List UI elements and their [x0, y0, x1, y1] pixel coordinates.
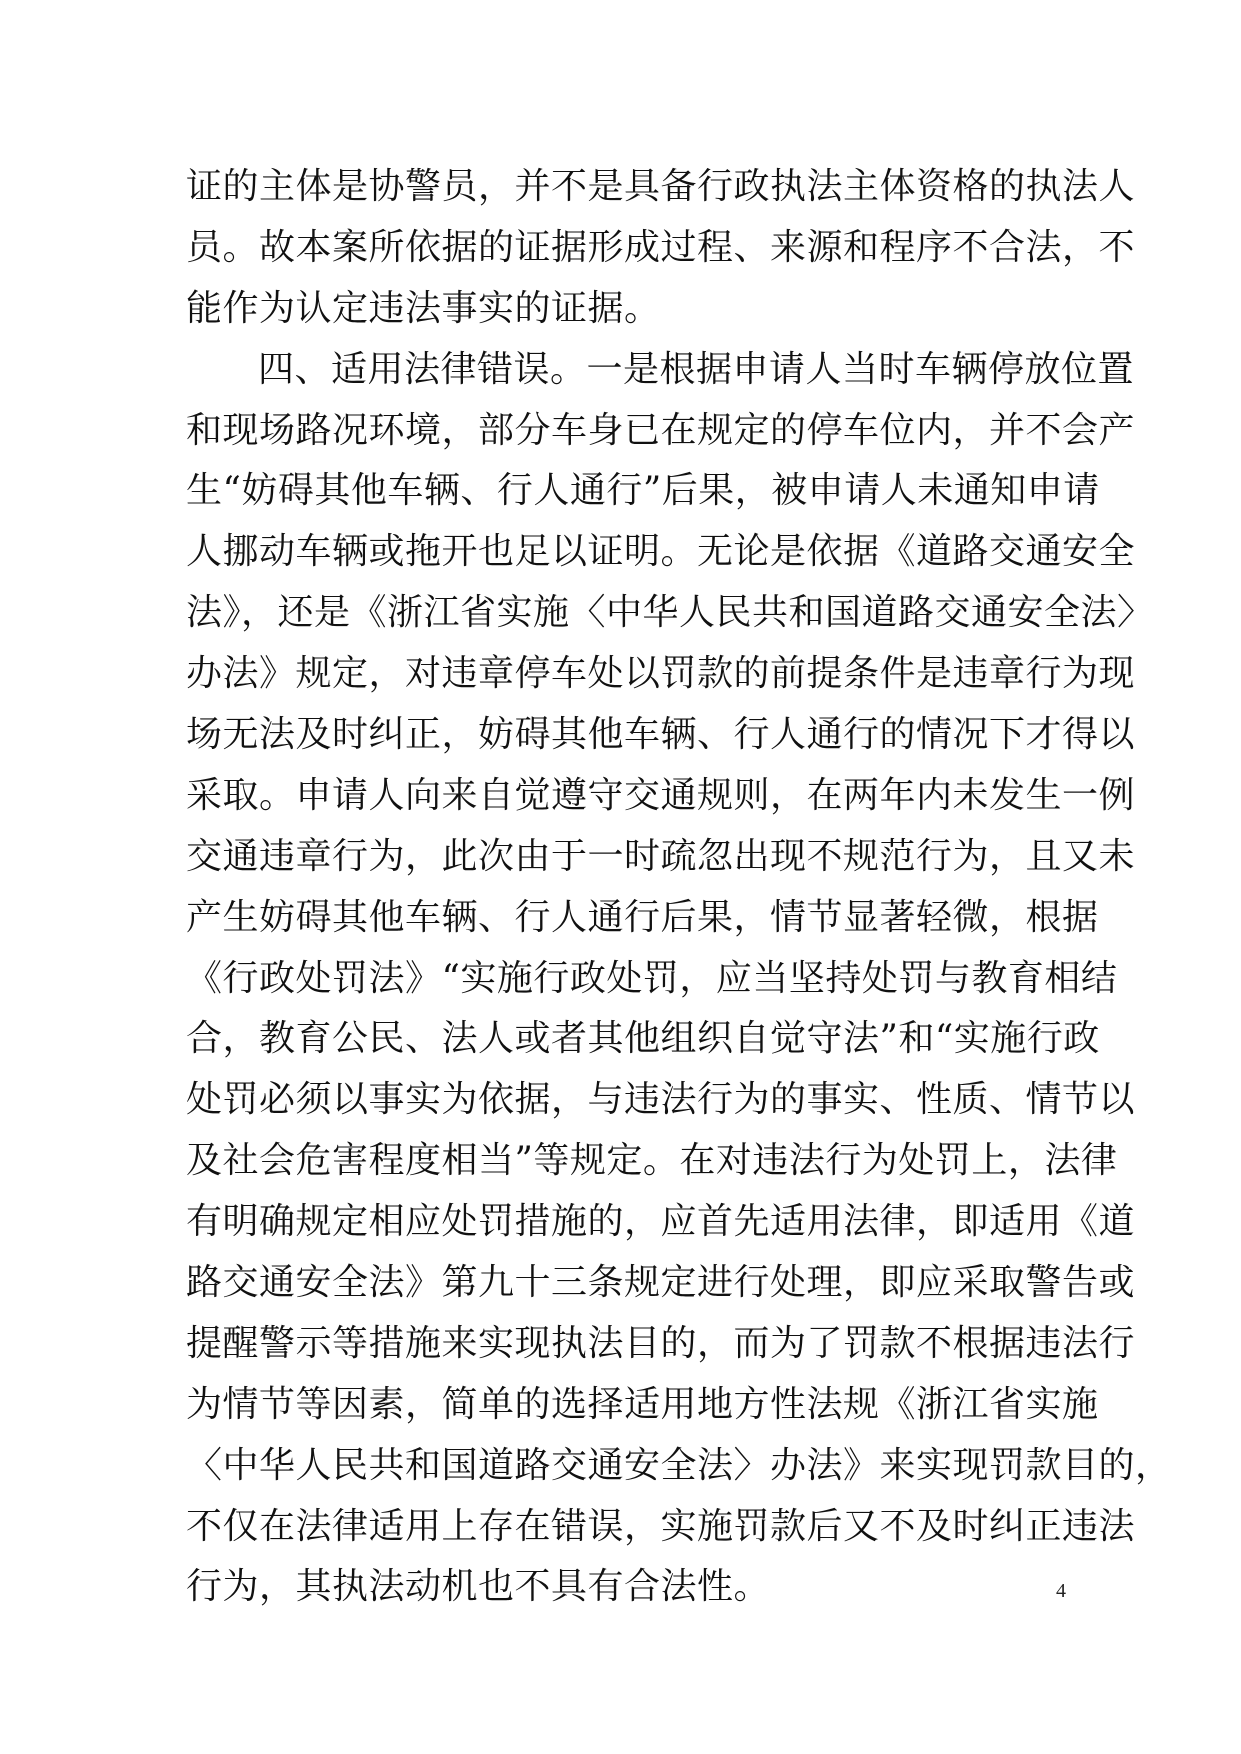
page-number: 4: [1056, 1580, 1066, 1602]
text-line: 生“妨碍其他车辆、行人通行”后果，被申请人未通知申请: [186, 470, 1100, 512]
text-line: 合，教育公民、法人或者其他组织自觉守法”和“实施行政: [186, 1018, 1100, 1060]
text-line: 有明确规定相应处罚措施的，应首先适用法律，即适用《道: [186, 1201, 1136, 1243]
text-line: 处罚必须以事实为依据，与违法行为的事实、性质、情节以: [186, 1079, 1136, 1121]
text-line: 〈中华人民共和国道路交通安全法〉办法》来实现罚款目的，: [186, 1444, 1172, 1486]
text-line: 产生妨碍其他车辆、行人通行后果，情节显著轻微，根据: [186, 896, 1099, 938]
text-line: 办法》规定，对违章停车处以罚款的前提条件是违章行为现: [186, 653, 1136, 695]
text-line: 采取。申请人向来自觉遵守交通规则，在两年内未发生一例: [186, 774, 1136, 816]
text-line: 不仅在法律适用上存在错误，实施罚款后又不及时纠正违法: [186, 1505, 1136, 1547]
text-line: 证的主体是协警员，并不是具备行政执法主体资格的执法人: [186, 166, 1136, 207]
paragraph-first-line: 四、适用法律错误。一是根据申请人当时车辆停放位置: [258, 348, 1135, 390]
text-line: 交通违章行为，此次由于一时疏忽出现不规范行为，且又未: [186, 835, 1136, 877]
body-text: [186, 157, 1172, 1618]
text-line: 为情节等因素，简单的选择适用地方性法规《浙江省实施: [186, 1383, 1099, 1425]
text-line: 行为，其执法动机也不具有合法性。: [186, 1566, 771, 1608]
text-line: 《行政处罚法》“实施行政处罚，应当坚持处罚与教育相结: [186, 957, 1118, 999]
text-line: 提醒警示等措施来实现执法目的，而为了罚款不根据违法行: [186, 1322, 1136, 1364]
text-line: 路交通安全法》第九十三条规定进行处理，即应采取警告或: [186, 1262, 1136, 1304]
text-line: 能作为认定违法事实的证据。: [186, 287, 661, 329]
text-line: 人挪动车辆或拖开也足以证明。无论是依据《道路交通安全: [186, 531, 1136, 573]
text-line: 员。故本案所依据的证据形成过程、来源和程序不合法，不: [186, 226, 1136, 268]
text-line: 法》，还是《浙江省实施〈中华人民共和国道路交通安全法〉: [186, 592, 1154, 634]
text-line: 和现场路况环境，部分车身已在规定的停车位内，并不会产: [186, 409, 1136, 451]
text-line: 及社会危害程度相当”等规定。在对违法行为处罚上，法律: [186, 1140, 1118, 1182]
text-line: 场无法及时纠正，妨碍其他车辆、行人通行的情况下才得以: [186, 714, 1136, 756]
